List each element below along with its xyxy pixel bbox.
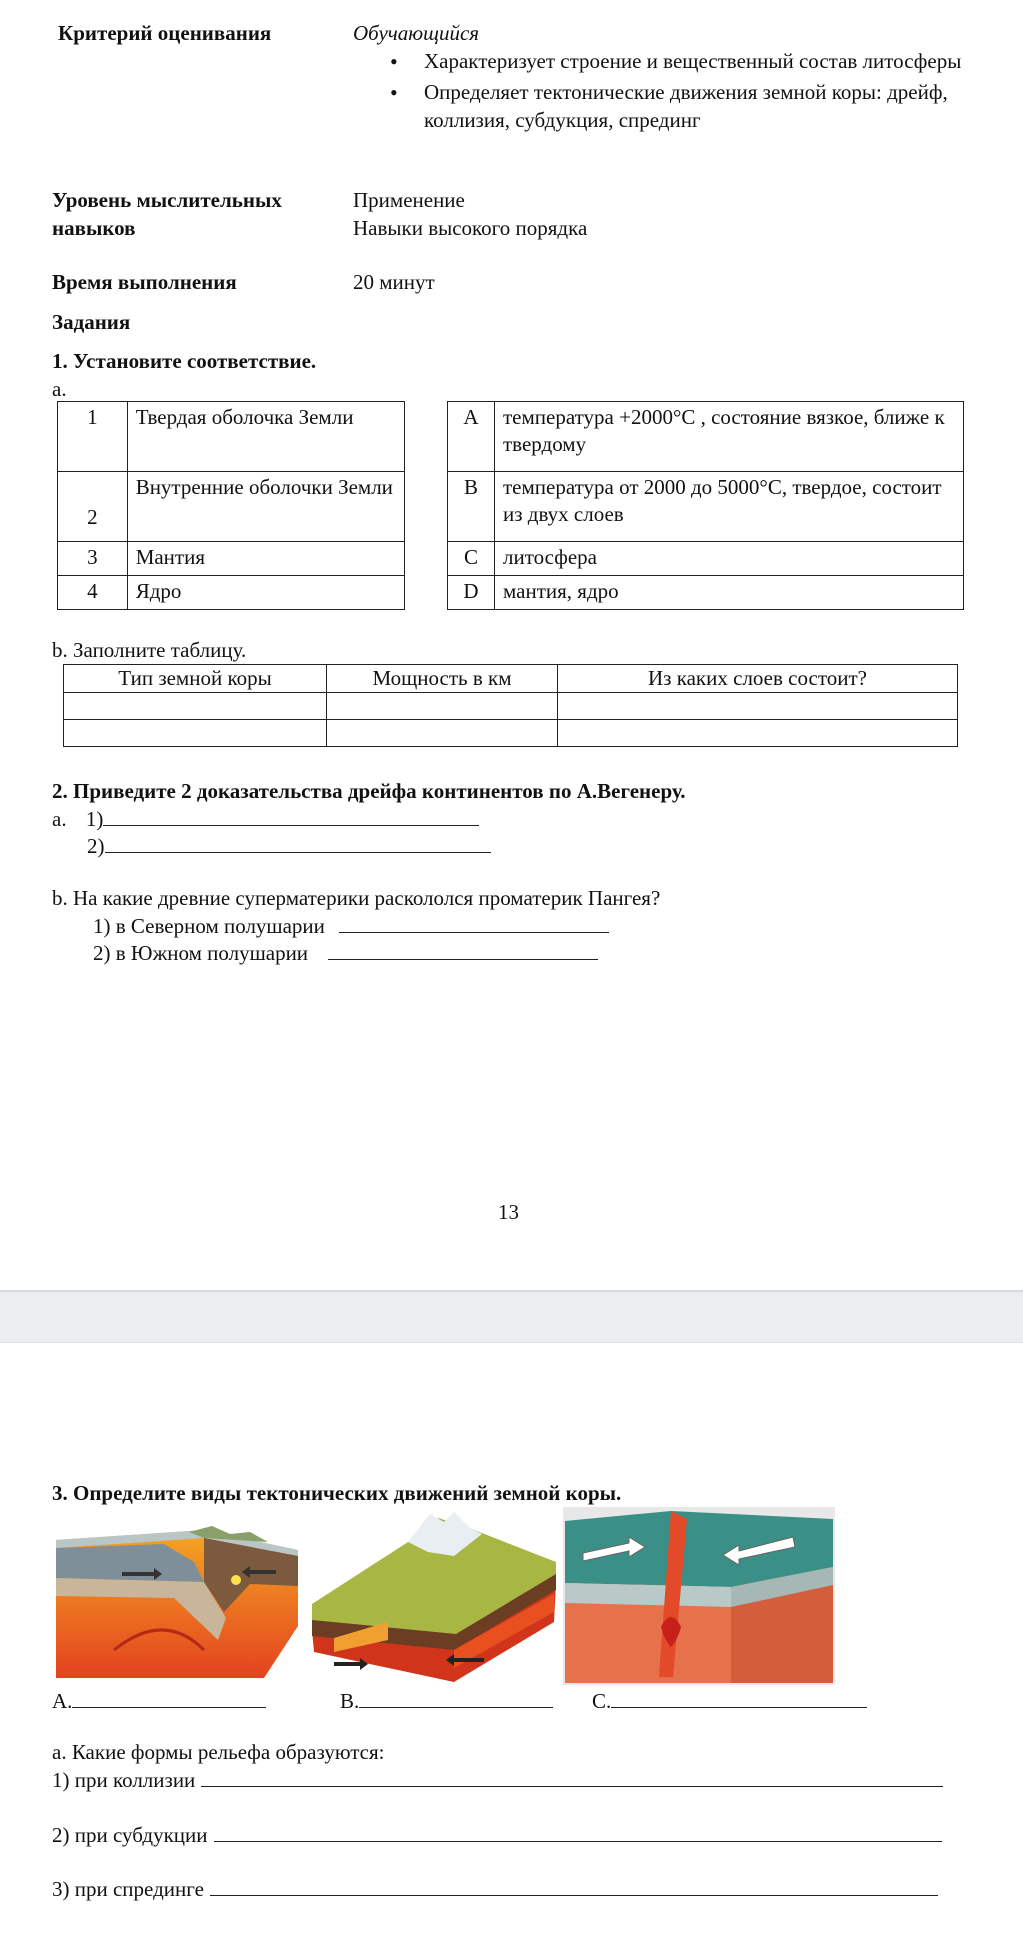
task1-sub-a: a. bbox=[52, 377, 67, 401]
task2-b-question: b. На какие древние суперматерики раскололся проматерик Пангея? bbox=[52, 886, 661, 910]
match-num: 4 bbox=[58, 576, 128, 610]
match-num: 2 bbox=[58, 472, 128, 542]
time-label: Время выполнения bbox=[52, 270, 237, 294]
label-b-line bbox=[340, 1688, 553, 1715]
fill-cell[interactable] bbox=[64, 693, 327, 720]
criteria-item: • Определяет тектонические движения земной коры: дрейф, коллизия, субдукция, спрединг bbox=[424, 79, 973, 134]
fill-header: Из каких слоев состоит? bbox=[558, 665, 958, 693]
skills-label-2: навыков bbox=[52, 216, 136, 240]
fill-cell[interactable] bbox=[558, 693, 958, 720]
answer-blank[interactable] bbox=[359, 1689, 553, 1708]
answer-blank[interactable] bbox=[201, 1768, 943, 1787]
match-right-cell: мантия, ядро bbox=[495, 576, 964, 610]
page-number: 13 bbox=[498, 1200, 519, 1224]
relief-1: 1) при коллизии bbox=[52, 1768, 196, 1792]
task1-sub-b: b. Заполните таблицу. bbox=[52, 638, 247, 662]
skills-value: Применение bbox=[353, 188, 465, 212]
task2-a-prefix: a. bbox=[52, 807, 67, 831]
fill-cell[interactable] bbox=[327, 693, 558, 720]
fill-cell[interactable] bbox=[64, 720, 327, 747]
match-table-right bbox=[447, 401, 964, 610]
fill-table bbox=[63, 664, 958, 747]
match-num: 3 bbox=[58, 542, 128, 576]
match-num: 1 bbox=[58, 402, 128, 472]
collision-illustration bbox=[304, 1512, 558, 1684]
relief-3: 3) при спрединге bbox=[52, 1877, 204, 1901]
fill-cell[interactable] bbox=[558, 720, 958, 747]
match-letter: D bbox=[448, 576, 495, 610]
relief-question: а. Какие формы рельефа образуются: bbox=[52, 1740, 385, 1764]
match-left-cell: Мантия bbox=[127, 542, 404, 576]
match-letter: A bbox=[448, 402, 495, 472]
match-left-cell: Внутренние оболочки Земли bbox=[127, 472, 404, 542]
answer-blank[interactable] bbox=[103, 807, 479, 826]
label-a: A. bbox=[52, 1689, 73, 1713]
task2-a-line1 bbox=[52, 806, 479, 833]
task1-title: 1. Установите соответствие. bbox=[52, 349, 317, 373]
match-right-cell: литосфера bbox=[495, 542, 964, 576]
criteria-role: Обучающийся bbox=[353, 21, 480, 45]
match-right-cell: температура от 2000 до 5000°С, твердое, состоит из двух слоев bbox=[495, 472, 964, 542]
label-c: C. bbox=[592, 1689, 612, 1713]
relief-line-1 bbox=[52, 1767, 943, 1794]
subduction-illustration bbox=[54, 1522, 300, 1678]
spreading-illustration bbox=[563, 1507, 835, 1685]
match-letter: C bbox=[448, 542, 495, 576]
match-left-cell: Твердая оболочка Земли bbox=[127, 402, 404, 472]
answer-blank[interactable] bbox=[611, 1689, 867, 1708]
task2-a-line2 bbox=[87, 833, 491, 860]
answer-blank[interactable] bbox=[210, 1877, 938, 1896]
relief-line-2 bbox=[52, 1822, 942, 1849]
relief-2: 2) при субдукции bbox=[52, 1823, 208, 1847]
task2-b-line1 bbox=[93, 913, 609, 940]
answer-blank[interactable] bbox=[328, 941, 598, 960]
criteria-label: Критерий оценивания bbox=[58, 21, 272, 45]
task2-title: 2. Приведите 2 доказательства дрейфа континентов по А.Вегенеру. bbox=[52, 779, 686, 803]
label-a-line bbox=[52, 1688, 266, 1715]
criteria-list bbox=[353, 48, 973, 134]
label-c-line bbox=[592, 1688, 867, 1715]
task2-b1: 1) в Северном полушарии bbox=[93, 914, 325, 938]
match-table-left bbox=[57, 401, 405, 610]
fill-header: Тип земной коры bbox=[64, 665, 327, 693]
relief-line-3 bbox=[52, 1876, 938, 1903]
task2-a2: 2) bbox=[87, 834, 105, 858]
answer-blank[interactable] bbox=[105, 834, 491, 853]
fill-cell[interactable] bbox=[327, 720, 558, 747]
label-b: B. bbox=[340, 1689, 360, 1713]
answer-blank[interactable] bbox=[72, 1689, 266, 1708]
answer-blank[interactable] bbox=[339, 914, 609, 933]
time-value: 20 минут bbox=[353, 270, 435, 294]
match-left-cell: Ядро bbox=[127, 576, 404, 610]
task3-title: 3. Определите виды тектонических движений земной коры. bbox=[52, 1481, 622, 1505]
page-break bbox=[0, 1290, 1023, 1343]
criteria-item: • Характеризует строение и вещественный состав литосферы bbox=[424, 48, 973, 75]
task2-b2: 2) в Южном полушарии bbox=[93, 941, 309, 965]
tasks-heading: Задания bbox=[52, 310, 131, 334]
skills-value-2: Навыки высокого порядка bbox=[353, 216, 588, 240]
match-letter: B bbox=[448, 472, 495, 542]
match-right-cell: температура +2000°С , состояние вязкое, ближе к твердому bbox=[495, 402, 964, 472]
task2-b-line2 bbox=[93, 940, 598, 967]
skills-label: Уровень мыслительных bbox=[52, 188, 282, 212]
fill-header: Мощность в км bbox=[327, 665, 558, 693]
task2-a1: 1) bbox=[85, 807, 104, 831]
answer-blank[interactable] bbox=[214, 1823, 942, 1842]
